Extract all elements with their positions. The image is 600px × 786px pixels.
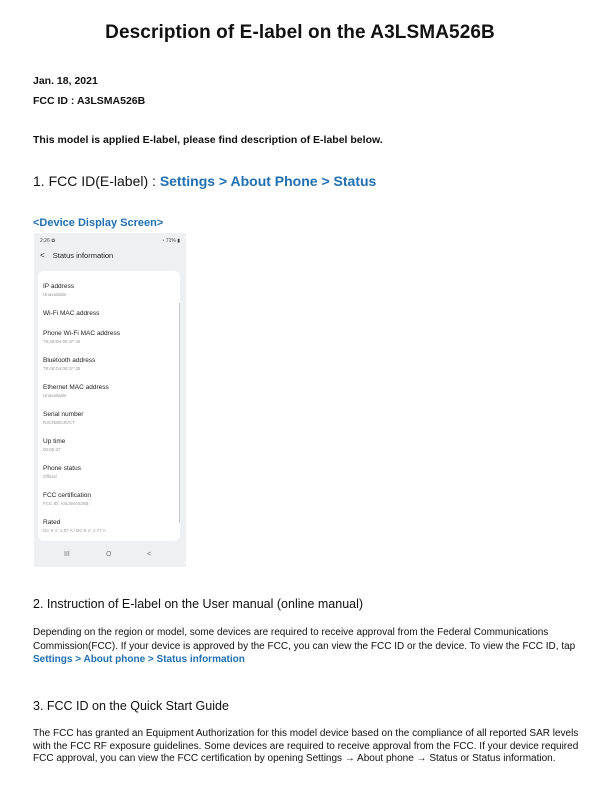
document-title: Description of E-label on the A3LSMA526B bbox=[105, 22, 495, 43]
section1-heading-path: Settings > About Phone > Status bbox=[159, 173, 377, 189]
status-item-name: Up time bbox=[43, 438, 66, 445]
phone-header-title: Status information bbox=[52, 251, 114, 260]
status-item-value: FCC ID: A3LSMA526B bbox=[43, 501, 89, 506]
phone-battery: 71% bbox=[165, 238, 176, 244]
section3-heading: 3. FCC ID on the Quick Start Guide bbox=[33, 699, 229, 713]
fcc-id-line: FCC ID : A3LSMA526B bbox=[33, 95, 146, 107]
status-item-name: Serial number bbox=[43, 411, 84, 418]
status-item-value: 78:46:D4:08:1F:35 bbox=[43, 366, 81, 371]
phone-time: 2:26 bbox=[40, 238, 50, 244]
home-icon[interactable]: O bbox=[106, 551, 112, 558]
status-item-ethernet-mac[interactable] bbox=[43, 384, 109, 398]
wifi-icon: ◔ bbox=[161, 238, 165, 244]
status-item-name: Ethernet MAC address bbox=[43, 384, 109, 391]
status-item-rated[interactable] bbox=[43, 519, 106, 533]
section2-body-text: Depending on the region or model, some devices are required to receive approval from the Federal Communications Commission(FCC). If your device is approved by the FCC, you can view the FCC ID or the device. To view the FCC ID, tap bbox=[33, 627, 576, 652]
nav-back-icon[interactable]: < bbox=[147, 551, 152, 558]
status-item-value: DC 9 V; 1.67 A / DC 9 V; 2.77 A bbox=[43, 528, 106, 533]
status-item-name: Bluetooth address bbox=[43, 357, 96, 364]
status-item-name: Wi-Fi MAC address bbox=[43, 310, 100, 317]
phone-header bbox=[40, 251, 113, 260]
section2-settings-path: Settings > About phone > Status information bbox=[33, 654, 245, 665]
back-arrow-icon[interactable]: < bbox=[40, 251, 45, 260]
status-item-fcc-certification[interactable] bbox=[43, 492, 91, 506]
status-item-ip[interactable] bbox=[43, 283, 74, 297]
status-item-bluetooth[interactable] bbox=[43, 357, 95, 371]
phone-scrollbar[interactable] bbox=[179, 303, 181, 523]
device-screenshot bbox=[34, 233, 186, 567]
status-item-name: Phone Wi-Fi MAC address bbox=[43, 330, 120, 337]
document-date: Jan. 18, 2021 bbox=[33, 75, 98, 87]
phone-nav-bar bbox=[34, 551, 186, 561]
status-item-value: Unavailable bbox=[43, 393, 67, 398]
status-item-name: IP address bbox=[43, 283, 74, 290]
status-item-value: Official bbox=[43, 474, 57, 479]
intro-text: This model is applied E-label, please find description of E-label below. bbox=[33, 134, 383, 146]
status-item-value: 78:46:D4:08:1F:35 bbox=[43, 339, 81, 344]
status-item-name: Rated bbox=[43, 519, 61, 526]
section2-heading: 2. Instruction of E-label on the User manual (online manual) bbox=[33, 597, 364, 611]
device-display-label: <Device Display Screen> bbox=[33, 217, 164, 229]
battery-icon: ▮ bbox=[177, 238, 180, 244]
status-item-phone-wifi-mac[interactable] bbox=[43, 330, 120, 344]
phone-status-bar bbox=[40, 238, 180, 244]
status-item-value: 00:05:37 bbox=[43, 447, 61, 452]
status-item-wifi-mac[interactable] bbox=[43, 310, 99, 319]
section1-heading-prefix: 1. FCC ID(E-label) : bbox=[33, 173, 160, 189]
settings-gear-icon: ✿ bbox=[51, 238, 56, 244]
status-item-value: R3CN80C8VCT bbox=[43, 420, 76, 425]
section3-body: The FCC has granted an Equipment Authorization for this model device based on the compliance of all reported SAR levels with the FCC RF exposure guidelines. Some devices are required to receive approval from the FCC. If your device required FCC approval, you can view the FCC certification by opening Settings → About phone → Status or Status information. bbox=[33, 728, 579, 764]
recent-apps-icon[interactable]: III bbox=[64, 551, 70, 558]
section2-body bbox=[33, 626, 585, 667]
status-item-uptime[interactable] bbox=[43, 438, 65, 452]
status-item-name: FCC certification bbox=[43, 492, 92, 499]
status-item-value: Unavailable bbox=[43, 292, 67, 297]
status-item-serial[interactable] bbox=[43, 411, 83, 425]
section1-heading bbox=[33, 173, 376, 189]
status-item-phone-status[interactable] bbox=[43, 465, 81, 479]
phone-status-right bbox=[161, 238, 180, 244]
status-item-name: Phone status bbox=[43, 465, 81, 472]
